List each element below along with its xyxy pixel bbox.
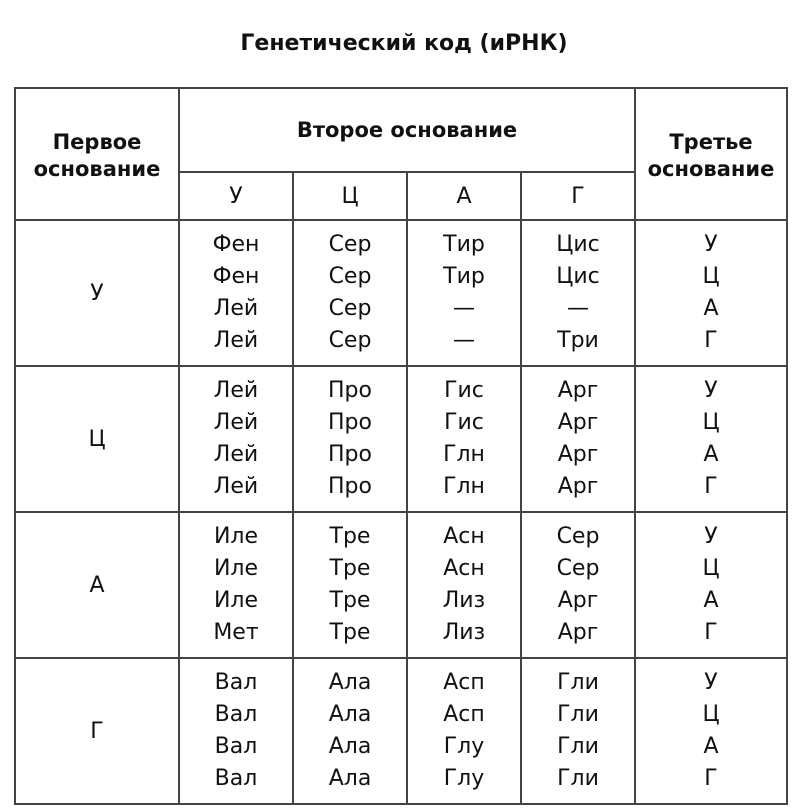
amino-acid-cell: [179, 512, 293, 658]
third-base-label: Г: [704, 766, 718, 791]
amino-acid: Ала: [328, 734, 372, 759]
amino-acid: Вал: [214, 734, 258, 759]
amino-acid: Тир: [443, 264, 485, 289]
amino-acid: Лиз: [442, 588, 486, 613]
amino-acid: Асн: [443, 556, 485, 581]
codon-row-group: [15, 366, 787, 512]
amino-acid: Сер: [556, 524, 600, 549]
second-base-header: Второе основание: [179, 88, 635, 172]
amino-acid: Гис: [444, 378, 484, 403]
amino-acid-cell: [407, 512, 521, 658]
amino-acid: Сер: [556, 556, 600, 581]
amino-acid: Лей: [213, 328, 259, 353]
third-base-label: Ц: [702, 702, 720, 727]
first-base-cell: Ц: [15, 366, 179, 512]
amino-acid: Ала: [328, 702, 372, 727]
amino-acid-cell: [521, 366, 635, 512]
codon-row-group: [15, 512, 787, 658]
amino-acid-cell: [179, 658, 293, 804]
amino-acid: Иле: [213, 588, 259, 613]
third-base-label: У: [704, 232, 718, 257]
second-base-label: Г: [521, 172, 635, 220]
second-base-label: Ц: [293, 172, 407, 220]
amino-acid: Ала: [328, 670, 372, 695]
amino-acid: Арг: [557, 378, 599, 403]
third-base-label: Ц: [702, 264, 720, 289]
amino-acid: Тре: [329, 588, 371, 613]
amino-acid: Арг: [557, 474, 599, 499]
amino-acid-cell: [293, 512, 407, 658]
codon-row-group: [15, 220, 787, 366]
third-base-label: Ц: [702, 556, 720, 581]
second-base-label: У: [179, 172, 293, 220]
amino-acid-cell: [521, 512, 635, 658]
amino-acid: Вал: [214, 702, 258, 727]
amino-acid: —: [453, 328, 475, 353]
amino-acid: Сер: [328, 328, 372, 353]
amino-acid: Лиз: [442, 620, 486, 645]
third-base-label: У: [704, 524, 718, 549]
amino-acid: Асн: [443, 524, 485, 549]
second-base-label: А: [407, 172, 521, 220]
amino-acid: —: [567, 296, 589, 321]
amino-acid-cell: [407, 658, 521, 804]
page-title: Генетический код (иРНК): [240, 30, 568, 56]
amino-acid-cell: [179, 366, 293, 512]
amino-acid-cell: [293, 658, 407, 804]
amino-acid: Тир: [443, 232, 485, 257]
amino-acid: Гли: [557, 670, 599, 695]
amino-acid-cell: [521, 658, 635, 804]
amino-acid: Лей: [213, 474, 259, 499]
third-base-header: Третье основание: [635, 88, 787, 220]
first-base-cell: Г: [15, 658, 179, 804]
amino-acid: Про: [328, 410, 372, 435]
amino-acid: Лей: [213, 296, 259, 321]
amino-acid: Арг: [557, 442, 599, 467]
amino-acid: Про: [328, 378, 372, 403]
amino-acid: Цис: [556, 264, 600, 289]
third-base-label: Г: [704, 328, 718, 353]
third-base-label: Г: [704, 474, 718, 499]
amino-acid: Лей: [213, 410, 259, 435]
amino-acid: —: [453, 296, 475, 321]
amino-acid: Асп: [443, 670, 485, 695]
amino-acid: Асп: [443, 702, 485, 727]
third-base-label: Ц: [702, 410, 720, 435]
amino-acid: Лей: [213, 442, 259, 467]
amino-acid: Иле: [213, 556, 259, 581]
amino-acid: Про: [328, 442, 372, 467]
amino-acid: Сер: [328, 296, 372, 321]
amino-acid: Цис: [556, 232, 600, 257]
amino-acid: Вал: [214, 766, 258, 791]
amino-acid: Вал: [214, 670, 258, 695]
amino-acid: Глу: [443, 766, 485, 791]
first-base-cell: А: [15, 512, 179, 658]
amino-acid: Гли: [557, 702, 599, 727]
third-base-label: Г: [704, 620, 718, 645]
amino-acid: Про: [328, 474, 372, 499]
third-base-label: У: [704, 670, 718, 695]
amino-acid: Арг: [557, 410, 599, 435]
amino-acid: Мет: [213, 620, 259, 645]
amino-acid: Глу: [443, 734, 485, 759]
third-base-label: У: [704, 378, 718, 403]
amino-acid: Лей: [213, 378, 259, 403]
third-base-cell: [635, 512, 787, 658]
amino-acid: Глн: [443, 442, 485, 467]
amino-acid-cell: [521, 220, 635, 366]
amino-acid: Тре: [329, 556, 371, 581]
amino-acid: Гли: [557, 766, 599, 791]
amino-acid: Тре: [329, 524, 371, 549]
amino-acid: Фен: [212, 264, 260, 289]
first-base-cell: У: [15, 220, 179, 366]
amino-acid: Гис: [444, 410, 484, 435]
amino-acid-cell: [293, 220, 407, 366]
amino-acid: Сер: [328, 264, 372, 289]
amino-acid: Фен: [212, 232, 260, 257]
amino-acid-cell: [179, 220, 293, 366]
amino-acid: Иле: [213, 524, 259, 549]
amino-acid: Ала: [328, 766, 372, 791]
amino-acid: Арг: [557, 620, 599, 645]
amino-acid: Арг: [557, 588, 599, 613]
third-base-label: А: [703, 442, 719, 467]
amino-acid: Глн: [443, 474, 485, 499]
amino-acid: Три: [557, 328, 599, 353]
third-base-cell: [635, 366, 787, 512]
amino-acid-cell: [407, 220, 521, 366]
codon-row-group: [15, 658, 787, 804]
third-base-label: А: [703, 296, 719, 321]
third-base-cell: [635, 220, 787, 366]
first-base-header: Первое основание: [15, 88, 179, 220]
amino-acid: Тре: [329, 620, 371, 645]
third-base-cell: [635, 658, 787, 804]
third-base-label: А: [703, 734, 719, 759]
genetic-code-table: [14, 87, 788, 805]
amino-acid-cell: [407, 366, 521, 512]
amino-acid-cell: [293, 366, 407, 512]
amino-acid: Гли: [557, 734, 599, 759]
amino-acid: Сер: [328, 232, 372, 257]
third-base-label: А: [703, 588, 719, 613]
